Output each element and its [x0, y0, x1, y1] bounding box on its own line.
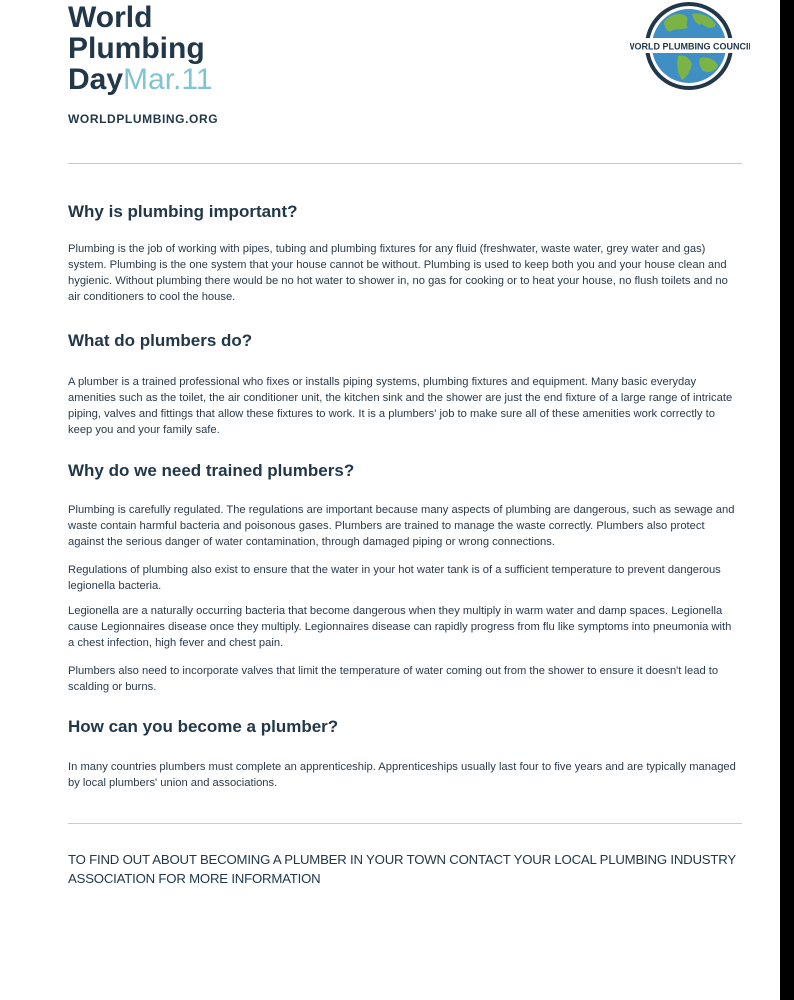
page-title: World Plumbing DayMar.11 [68, 1, 213, 96]
footer-call-to-action: TO FIND OUT ABOUT BECOMING A PLUMBER IN YOUR TOWN CONTACT YOUR LOCAL PLUMBING INDUSTRY ASSOCIATION FOR MORE INFORMATION [68, 852, 736, 886]
section-paragraph: In many countries plumbers must complete an apprenticeship. Apprenticeships usually last four to five years and are typically managed by local plumbers' union and associations. [68, 761, 736, 789]
section-heading: What do plumbers do? [68, 331, 253, 350]
section-paragraph: A plumber is a trained professional who fixes or installs piping systems, plumbing fixtures and equipment. Many basic everyday amenities such as the toilet, the air conditioner unit, the kitchen sink and the shower are just the end fixture of a large range of intricate piping, valves and fittings that allow these fixtures to work. It is a plumbers' job to make sure all of these amenities work correctly to keep you and your family safe. [68, 376, 733, 436]
event-date: Mar.11 [123, 63, 213, 96]
divider [68, 823, 742, 824]
world-plumbing-council-logo [630, 0, 750, 94]
section-paragraph: Plumbers also need to incorporate valves that limit the temperature of water coming out from the shower to ensure it doesn't lead to scalding or burns. [68, 665, 719, 693]
section-paragraph: Plumbing is the job of working with pipes, tubing and plumbing fixtures for any fluid (freshwater, waste water, grey water and gas) system. Plumbing is the one system that your house cannot be without. Plumbing is used to keep both you and your house clean and hygienic. Without plumbing there would be no hot water to shower in, no gas for cooking or to heat your house, no flush toilets and no air conditioners to cool the house. [68, 243, 728, 303]
globe-icon [630, 0, 750, 94]
section-heading: Why do we need trained plumbers? [68, 461, 355, 480]
logo-text: WORLD PLUMBING COUNCIL [630, 41, 750, 52]
section-heading: How can you become a plumber? [68, 717, 339, 736]
section-paragraph: Legionella are a naturally occurring bacteria that become dangerous when they multiply in warm water and damp spaces. Legionella cause Legionnaires disease once they multiply. Legionnaires disease can rapidly progress from flu like symptoms into pneumonia with a chest infection, high fever and chest pain. [68, 605, 732, 649]
section-paragraph: Plumbing is carefully regulated. The regulations are important because many aspects of plumbing are dangerous, such as sewage and waste contain harmful bacteria and poisonous gases. Plumbers are trained to manage the waste correctly. Plumbers also protect against the serious danger of water contamination, through damaged piping or wrong connections. [68, 504, 735, 548]
section-paragraph: Regulations of plumbing also exist to ensure that the water in your hot water tank is of a sufficient temperature to prevent dangerous legionella bacteria. [68, 564, 721, 592]
website-url[interactable]: WORLDPLUMBING.ORG [68, 112, 219, 126]
section-heading: Why is plumbing important? [68, 202, 298, 221]
divider [68, 163, 742, 164]
